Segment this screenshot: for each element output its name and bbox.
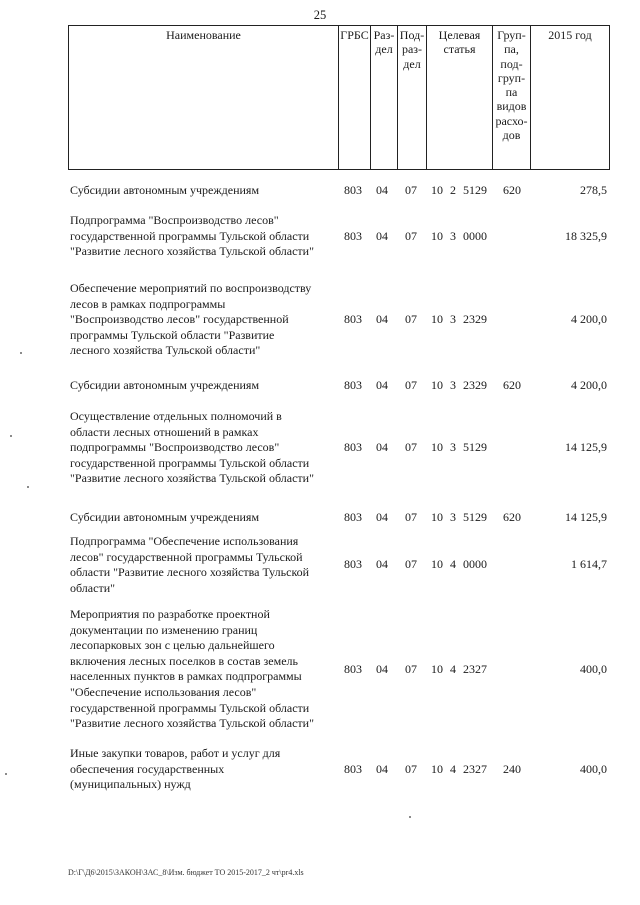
row-grbs: 803 bbox=[344, 228, 362, 243]
row-name bbox=[70, 510, 345, 526]
row-name-line: "Развитие лесного хозяйства Тульской области" bbox=[70, 716, 314, 731]
row-razdel: 04 bbox=[376, 183, 388, 197]
row-podrazdel: 07 bbox=[405, 312, 417, 327]
header-podrazdel-3: дел bbox=[403, 56, 421, 71]
row-name bbox=[70, 378, 345, 394]
row-sum: 400,0 bbox=[580, 761, 607, 776]
row-name-line: "Развитие лесного хозяйства Тульской области" bbox=[70, 471, 314, 486]
row-razdel: 04 bbox=[376, 312, 388, 327]
row-grbs: 803 bbox=[344, 378, 362, 392]
row-name-line: Обеспечение мероприятий по воспроизводству bbox=[70, 281, 312, 295]
row-name-line: включения лесных поселков в состав земель bbox=[70, 653, 298, 668]
header-group-6: видов bbox=[496, 99, 527, 114]
row-podrazdel: 07 bbox=[405, 761, 417, 776]
row-sum: 278,5 bbox=[580, 183, 607, 197]
row-podrazdel: 07 bbox=[405, 183, 417, 197]
header-target-cell bbox=[426, 25, 493, 170]
header-year-cell bbox=[530, 25, 610, 170]
row-name-line: Субсидии автономным учреждениям bbox=[70, 510, 260, 524]
row-podrazdel: 07 bbox=[405, 557, 417, 572]
row-razdel: 04 bbox=[376, 761, 388, 776]
row-name-line: подпрограммы "Воспроизводство лесов" bbox=[70, 440, 280, 455]
row-sum: 14 125,9 bbox=[565, 510, 607, 524]
scan-speck bbox=[20, 352, 22, 354]
row-name-line: лесов в рамках подпрограммы bbox=[70, 296, 226, 311]
row-sum: 18 325,9 bbox=[565, 228, 607, 243]
header-podrazdel-1: Под- bbox=[399, 28, 425, 42]
row-name-line: Субсидии автономным учреждениям bbox=[70, 183, 260, 197]
row-sum: 4 200,0 bbox=[571, 378, 607, 392]
scan-speck bbox=[27, 486, 29, 488]
row-name-line: населенных пунктов в рамках подпрограммы bbox=[70, 669, 302, 684]
row-podrazdel: 07 bbox=[405, 440, 417, 455]
header-group-7: расхо- bbox=[495, 113, 528, 128]
header-grbs: ГРБС bbox=[340, 28, 369, 42]
header-target-1: Целевая bbox=[438, 28, 481, 42]
header-name: Наименование bbox=[166, 28, 241, 42]
row-podrazdel: 07 bbox=[405, 510, 417, 524]
row-sum: 1 614,7 bbox=[571, 557, 607, 572]
row-grbs: 803 bbox=[344, 661, 362, 676]
row-name bbox=[70, 534, 345, 596]
row-name-line: программы Тульской области "Развитие bbox=[70, 327, 275, 342]
row-target-article: 10 3 5129 bbox=[431, 510, 487, 524]
row-name-line: лесопарковых зон с целью дальнейшего bbox=[70, 638, 275, 653]
row-podrazdel: 07 bbox=[405, 661, 417, 676]
row-expense-type: 620 bbox=[503, 183, 521, 197]
row-name-line: области "Развитие лесного хозяйства Тульской bbox=[70, 565, 310, 580]
row-name-line: лесного хозяйства Тульской области" bbox=[70, 343, 261, 358]
row-name-line: обеспечения государственных bbox=[70, 761, 225, 776]
row-name-line: Мероприятия по разработке проектной bbox=[70, 607, 270, 621]
row-name bbox=[70, 183, 345, 199]
row-name-line: "Развитие лесного хозяйства Тульской области" bbox=[70, 244, 314, 259]
row-razdel: 04 bbox=[376, 228, 388, 243]
row-razdel: 04 bbox=[376, 378, 388, 392]
header-grbs-cell bbox=[338, 25, 371, 170]
row-name-line: документации по изменению границ bbox=[70, 622, 258, 637]
row-target-article: 10 3 5129 bbox=[431, 440, 487, 455]
row-target-article: 10 3 2329 bbox=[431, 378, 487, 392]
row-podrazdel: 07 bbox=[405, 378, 417, 392]
row-sum: 400,0 bbox=[580, 661, 607, 676]
row-name-line: Подпрограмма "Обеспечение использования bbox=[70, 534, 299, 548]
row-name-line: Подпрограмма "Воспроизводство лесов" bbox=[70, 213, 279, 227]
row-name-line: области лесных отношений в рамках bbox=[70, 424, 259, 439]
row-grbs: 803 bbox=[344, 510, 362, 524]
row-name-line: государственной программы Тульской области bbox=[70, 455, 310, 470]
row-name-line: Иные закупки товаров, работ и услуг для bbox=[70, 746, 281, 760]
header-group-5: па bbox=[505, 85, 518, 100]
row-target-article: 10 4 2327 bbox=[431, 761, 487, 776]
header-group-2: па, bbox=[504, 42, 519, 57]
row-name-line: "Обеспечение использования лесов" bbox=[70, 684, 257, 699]
header-group-3: под- bbox=[500, 56, 523, 71]
footer-file-path: D:\Г\Д6\2015\ЗАКОН\ЗАС_8\Изм. бюджет ТО 2015-2017_2 чт\pr4.xls bbox=[68, 868, 304, 877]
row-podrazdel: 07 bbox=[405, 228, 417, 243]
row-name-line: Осуществление отдельных полномочий в bbox=[70, 409, 282, 423]
header-group-cell bbox=[492, 25, 531, 170]
row-grbs: 803 bbox=[344, 761, 362, 776]
header-target-2: статья bbox=[443, 42, 476, 57]
scan-speck bbox=[5, 773, 7, 775]
header-razdel-2: дел bbox=[375, 42, 393, 57]
row-sum: 4 200,0 bbox=[571, 312, 607, 327]
row-razdel: 04 bbox=[376, 661, 388, 676]
scan-speck bbox=[10, 435, 12, 437]
row-name bbox=[70, 281, 345, 359]
row-name-line: государственной программы Тульской области bbox=[70, 700, 310, 715]
row-name bbox=[70, 746, 345, 793]
header-year: 2015 год bbox=[548, 28, 592, 42]
row-grbs: 803 bbox=[344, 440, 362, 455]
row-razdel: 04 bbox=[376, 440, 388, 455]
row-name-line: государственной программы Тульской области bbox=[70, 228, 310, 243]
row-sum: 14 125,9 bbox=[565, 440, 607, 455]
row-target-article: 10 4 2327 bbox=[431, 661, 487, 676]
row-razdel: 04 bbox=[376, 557, 388, 572]
row-name-line: лесов" государственной программы Тульской bbox=[70, 549, 303, 564]
header-name-cell bbox=[68, 25, 339, 170]
row-name bbox=[70, 409, 345, 487]
row-grbs: 803 bbox=[344, 312, 362, 327]
row-target-article: 10 3 0000 bbox=[431, 228, 487, 243]
header-razdel-1: Раз- bbox=[373, 28, 395, 42]
header-podrazdel-cell bbox=[397, 25, 427, 170]
row-expense-type: 240 bbox=[503, 761, 521, 776]
header-razdel-cell bbox=[370, 25, 398, 170]
row-target-article: 10 3 2329 bbox=[431, 312, 487, 327]
header-group-4: груп- bbox=[497, 70, 526, 85]
row-name-line: "Воспроизводство лесов" государственной bbox=[70, 312, 289, 327]
row-expense-type: 620 bbox=[503, 378, 521, 392]
row-razdel: 04 bbox=[376, 510, 388, 524]
row-target-article: 10 2 5129 bbox=[431, 183, 487, 197]
header-group-1: Груп- bbox=[497, 28, 526, 42]
row-target-article: 10 4 0000 bbox=[431, 557, 487, 572]
scan-speck bbox=[409, 816, 411, 818]
row-name-line: Субсидии автономным учреждениям bbox=[70, 378, 260, 392]
row-grbs: 803 bbox=[344, 557, 362, 572]
page-number: 25 bbox=[313, 8, 327, 22]
header-podrazdel-2: раз- bbox=[401, 42, 423, 57]
row-grbs: 803 bbox=[344, 183, 362, 197]
row-name-line: области" bbox=[70, 580, 116, 595]
header-group-8: дов bbox=[502, 128, 521, 143]
row-name-line: (муниципальных) нужд bbox=[70, 777, 191, 792]
row-expense-type: 620 bbox=[503, 510, 521, 524]
row-name bbox=[70, 607, 345, 732]
row-name bbox=[70, 213, 345, 260]
